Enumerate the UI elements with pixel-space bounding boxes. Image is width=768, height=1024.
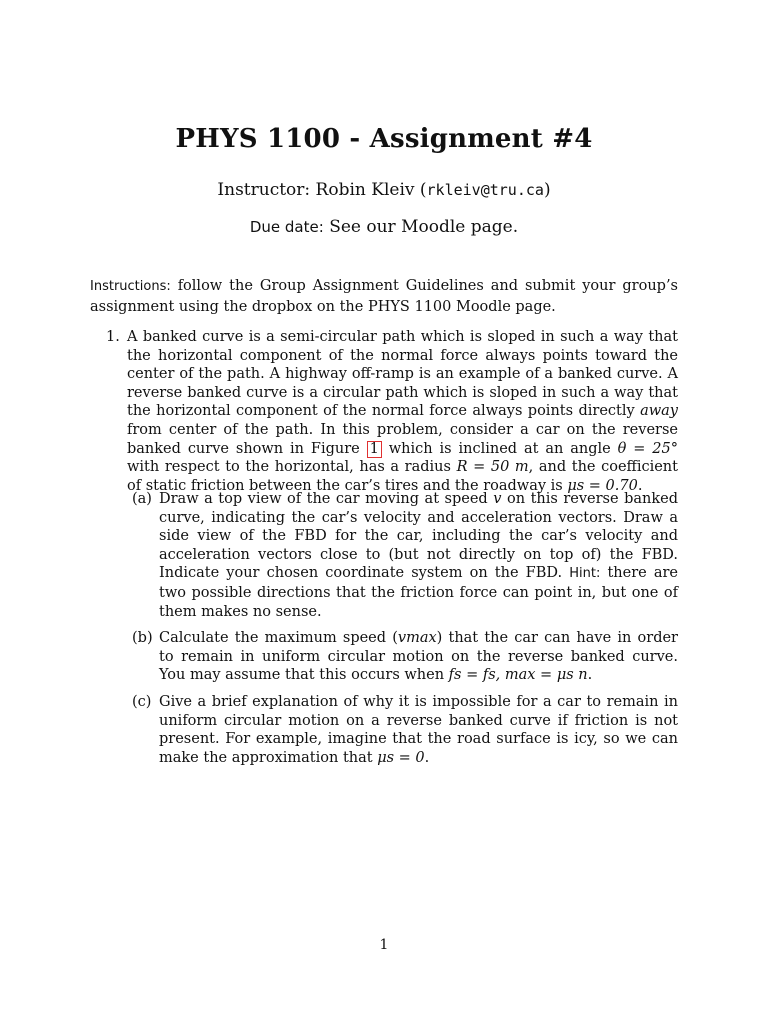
instructor-label: Instructor: Robin Kleiv ( [217, 180, 427, 200]
subpart-c [90, 693, 678, 767]
subpart-text [159, 629, 678, 685]
subpart-text [159, 490, 678, 621]
variable-v: v [493, 491, 502, 507]
problem-text-segment: which is inclined at an angle [381, 440, 618, 457]
vmax-expression: vmax [397, 630, 437, 647]
subpart-label: (b) [132, 630, 153, 647]
problem-number: 1. [106, 329, 120, 345]
instructor-line [0, 180, 768, 200]
instructor-email-link[interactable]: rkleiv@tru.ca [426, 181, 544, 199]
subpart-text-segment: there are two possible directions that the friction force can point in, but one of them makes no sense. [159, 565, 678, 620]
hint-label: Hint: [569, 566, 601, 582]
instructions-text: follow the Group Assignment Guidelines and submit your group’s assignment using the dropbox on the PHYS 1100 Moodle page. [90, 278, 678, 315]
angle-expression: θ = 25° [617, 440, 678, 457]
problem-text-segment: A banked curve is a semi-circular path which is sloped in such a way that the horizontal component of the normal force always points toward the center of the path. A highway off-ramp is an example of a banked curve. A reverse banked curve is a circular path which is sloped in such a way that the horizontal component of the normal force always points directly [127, 329, 678, 420]
page-title: PHYS 1100 - Assignment #4 [175, 124, 593, 154]
subpart-text-segment: . [424, 749, 430, 766]
friction-expression: fs = fs, max = μs n [448, 667, 588, 684]
radius-expression: R = 50 m [456, 459, 529, 476]
mu-expression: μs = 0.70 [567, 477, 638, 494]
due-date-text: See our Moodle page. [323, 217, 519, 237]
subpart-a [90, 490, 678, 621]
due-date-label: Due date: [249, 218, 324, 236]
problem-text-segment: with respect to the horizontal, has a radius [127, 459, 457, 476]
problem-text-segment: from center of the path. In this problem, consider a car on the reverse banked curve shown in Figure [127, 421, 678, 457]
page-number: 1 [379, 937, 389, 953]
problem-text-segment: , and the coefficient of static friction between the car’s tires and the roadway is [127, 459, 678, 494]
subpart-text-segment: . [587, 667, 593, 684]
subpart-b [90, 629, 678, 685]
subparts-list [90, 490, 678, 775]
figure-reference-link[interactable]: 1 [367, 441, 382, 458]
subpart-text-segment: on this reverse banked curve, indicating the car’s velocity and acceleration vectors. Draw a side view of the FBD for the car, including the car’s velocity and acceleration vectors close to (but not directly on top of) the FBD. Indicate your chosen coordinate system on the FBD. [159, 491, 679, 582]
problem-text-segment: . [637, 477, 643, 494]
mu-zero-expression: μs = 0 [377, 749, 425, 766]
emphasis-away: away [640, 403, 678, 420]
problem-text [127, 328, 678, 495]
subpart-label: (c) [132, 693, 152, 710]
instructor-close: ) [543, 180, 551, 200]
instructions-label: Instructions: [90, 279, 171, 294]
due-date-line [0, 217, 768, 237]
subpart-text [159, 693, 678, 767]
problem-1 [90, 328, 678, 495]
subpart-text-segment: ) that the car can have in order to remain in uniform circular motion on the reverse banked curve. You may assume that this occurs when [159, 630, 678, 684]
subpart-label: (a) [132, 491, 152, 507]
subpart-text-segment: Calculate the maximum speed ( [159, 630, 398, 647]
subpart-text-segment: Give a brief explanation of why it is impossible for a car to remain in uniform circular motion on a reverse banked curve if friction is not present. For example, imagine that the road surface is icy, so we can make the approximation that [159, 693, 678, 766]
subpart-text-segment: Draw a top view of the car moving at speed [159, 491, 494, 507]
instructions-paragraph [90, 276, 678, 317]
